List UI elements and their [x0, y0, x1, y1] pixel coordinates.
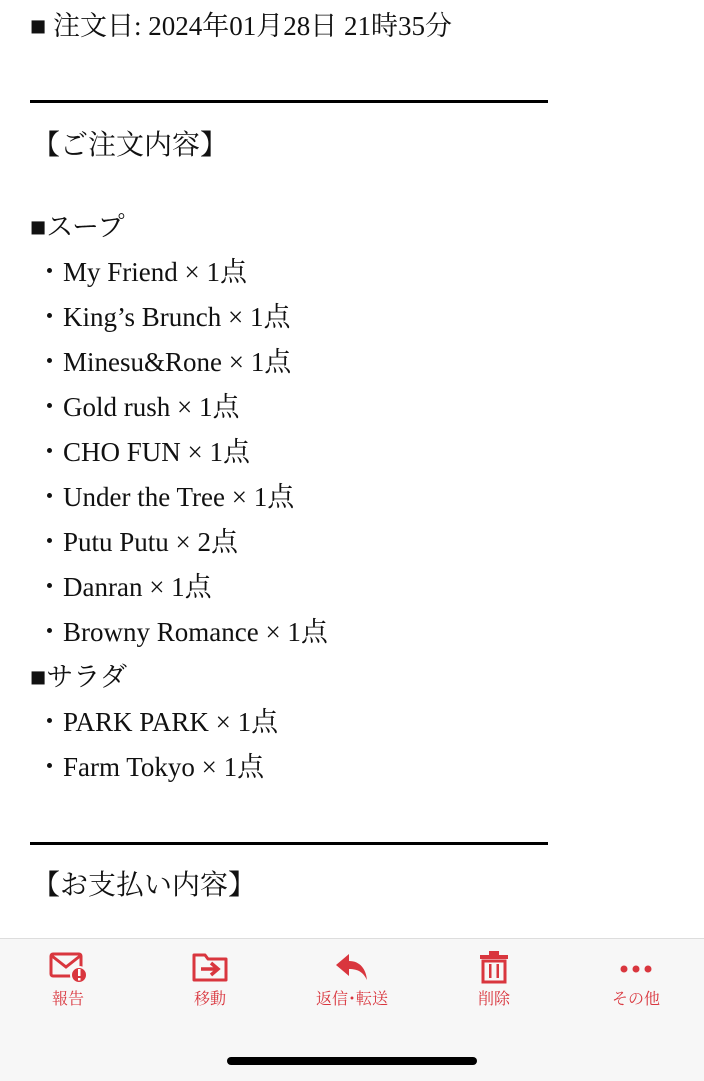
list-item: ・Under the Tree × 1点: [36, 482, 295, 512]
list-item: ・Browny Romance × 1点: [36, 617, 328, 647]
move-folder-icon: [190, 949, 230, 985]
category-heading: ■スープ: [30, 212, 125, 242]
move-label: 移動: [193, 989, 226, 1008]
order-contents-title: 【ご注文内容】: [32, 130, 229, 161]
divider: [30, 100, 548, 103]
order-item-list: [30, 205, 328, 790]
list-item: ・Minesu&Rone × 1点: [36, 347, 292, 377]
report-mail-icon: [48, 949, 88, 985]
list-item: ・My Friend × 1点: [36, 257, 247, 287]
reply-forward-button[interactable]: [292, 949, 412, 1011]
more-dots-icon: [616, 949, 656, 985]
list-item: ・King’s Brunch × 1点: [36, 302, 291, 332]
move-button[interactable]: [150, 949, 270, 1011]
more-button[interactable]: [576, 949, 696, 1011]
list-item: ・PARK PARK × 1点: [36, 707, 279, 737]
category-heading: ■サラダ: [30, 662, 128, 692]
list-item: ・Danran × 1点: [36, 572, 212, 602]
trash-icon: [474, 949, 514, 985]
payment-title: 【お支払い内容】: [32, 870, 257, 901]
list-item: ・CHO FUN × 1点: [36, 437, 250, 467]
list-item: ・Gold rush × 1点: [36, 392, 240, 422]
delete-button[interactable]: [434, 949, 554, 1011]
more-label: その他: [611, 989, 660, 1008]
report-label: 報告: [51, 989, 84, 1008]
report-button[interactable]: [8, 949, 128, 1011]
home-indicator[interactable]: [227, 1057, 477, 1065]
list-item: ・Putu Putu × 2点: [36, 527, 239, 557]
reply-arrow-icon: [332, 949, 372, 985]
delete-label: 削除: [477, 989, 510, 1008]
divider: [30, 842, 548, 845]
reply-forward-label: 返信･転送: [315, 989, 388, 1008]
list-item: ・Farm Tokyo × 1点: [36, 752, 265, 782]
order-date: ■ 注文日: 2024年01月28日 21時35分: [30, 11, 453, 41]
